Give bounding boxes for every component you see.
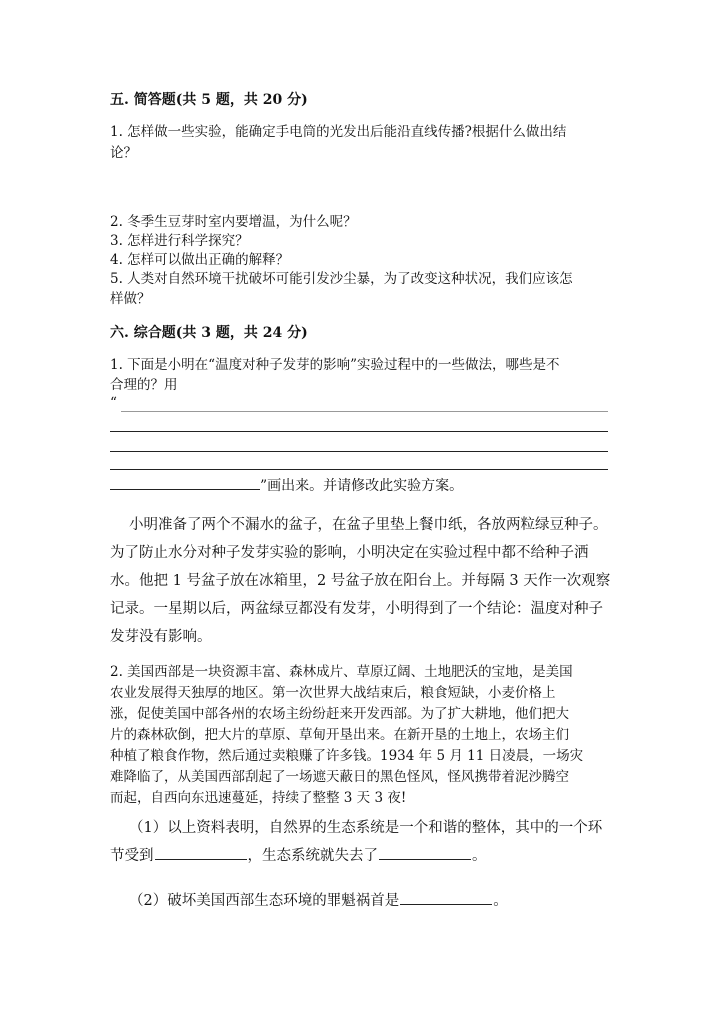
passage-line-2: 为了防止水分对种子发芽实验的影响，小明决定在实验过程中都不给种子洒	[110, 545, 589, 561]
section-5-title: 五. 简答题(共 5 题，共 20 分)	[110, 92, 308, 108]
answer-line-3[interactable]	[110, 451, 608, 452]
question-5-5-line-1: 5. 人类对自然环境干扰破坏可能引发沙尘暴，为了改变这种状况，我们应该怎	[110, 271, 573, 287]
sub-question-1-line-1: （1）以上资料表明，自然界的生态系统是一个和谐的整体，其中的一个环	[129, 820, 603, 836]
sub-question-1-text-b: ，生态系统就失去了	[247, 848, 378, 864]
answer-line-2[interactable]	[110, 431, 608, 432]
passage-line-3: 水。他把 1 号盆子放在冰箱里，2 号盆子放在阳台上。并每隔 3 天作一次观察	[110, 573, 611, 589]
question-5-4: 4. 怎样可以做出正确的解释？	[110, 252, 290, 268]
section-6-title: 六. 综合题(共 3 题，共 24 分)	[110, 325, 308, 341]
question-5-1-line-2: 论？	[110, 145, 137, 161]
sub-question-2	[129, 889, 508, 910]
question-6-2-line-2: 农业发展得天独厚的地区。第一次世界大战结束后，粮食短缺，小麦价格上	[110, 685, 556, 701]
sub-question-1-text-a: 节受到	[110, 848, 154, 864]
question-5-2: 2. 冬季生豆芽时室内要增温，为什么呢？	[110, 214, 357, 230]
question-6-2-line-5: 种植了粮食作物，然后通过卖粮赚了许多钱。1934 年 5 月 11 日凌晨，一场灾	[110, 748, 584, 764]
question-6-1-closing: ”画出来。并请修改此实验方案。	[260, 478, 464, 494]
sub-question-1-text-c: 。	[472, 848, 487, 864]
sub-question-2-text-a: （2）破坏美国西部生态环境的罪魁祸首是	[129, 893, 400, 909]
question-5-5-line-2: 样做？	[110, 291, 151, 307]
passage-line-1: 小明准备了两个不漏水的盆子，在盆子里垫上餐巾纸，各放两粒绿豆种子。	[129, 517, 608, 533]
open-quote: “	[110, 395, 117, 411]
question-6-2-line-1: 2. 美国西部是一块资源丰富、森林成片、草原辽阔、土地肥沃的宝地，是美国	[110, 664, 573, 680]
question-6-2-line-4: 片的森林砍倒，把大片的草原、草甸开垦出来。在新开垦的土地上，农场主们	[110, 727, 569, 743]
question-5-3: 3. 怎样进行科学探究？	[110, 233, 249, 249]
question-6-1-line-1: 1. 下面是小明在“温度对种子发芽的影响”实验过程中的一些做法，哪些是不	[110, 357, 560, 373]
passage-line-5: 发芽没有影响。	[110, 629, 212, 645]
answer-line-4[interactable]	[110, 469, 608, 470]
fill-blank-2[interactable]	[379, 845, 471, 860]
fill-blank-3[interactable]	[400, 890, 492, 905]
question-6-2-line-7: 而起，自西向东迅速蔓延，持续了整整 3 天 3 夜!	[110, 790, 407, 806]
sub-question-1-line-2	[110, 844, 487, 865]
fill-blank-1[interactable]	[155, 845, 247, 860]
question-6-2-line-6: 难降临了，从美国西部刮起了一场遮天蔽日的黑色怪风，怪风携带着泥沙腾空	[110, 769, 569, 785]
passage-line-4: 记录。一星期以后，两盆绿豆都没有发芽，小明得到了一个结论：温度对种子	[110, 601, 603, 617]
question-5-1-line-1: 1. 怎样做一些实验，能确定手电筒的光发出后能沿直线传播?根据什么做出结	[110, 124, 567, 140]
question-6-1-line-2: 合理的？用	[110, 377, 178, 393]
answer-line-1[interactable]	[121, 411, 608, 412]
answer-line-5[interactable]	[110, 489, 260, 490]
sub-question-2-text-b: 。	[493, 893, 508, 909]
question-6-2-line-3: 涨，促使美国中部各州的农场主纷纷赶来开发西部。为了扩大耕地，他们把大	[110, 706, 569, 722]
